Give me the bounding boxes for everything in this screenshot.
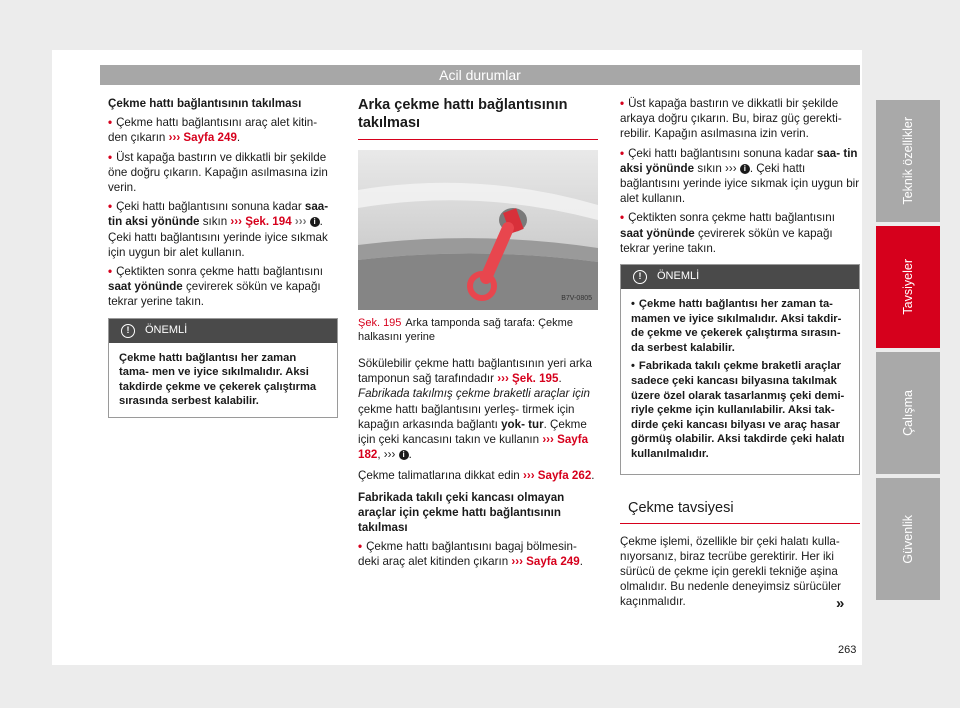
bullet-icon: • [108, 150, 113, 164]
bullet-icon: • [631, 360, 635, 373]
warning-icon: ! [633, 270, 647, 284]
bullet-icon: • [620, 146, 625, 160]
page-header [100, 65, 860, 85]
tab-teknik-ozellikler[interactable]: Teknik özellikler [876, 100, 940, 222]
page-link[interactable]: ››› Sayfa 249 [511, 555, 580, 569]
figure-link[interactable]: ››› Şek. 194 [230, 215, 292, 229]
subsection-heading: Fabrikada takılı çeki kancası olmayan araçlar için çekme hattı bağlantısının takılması [358, 490, 565, 535]
list-item: • Çeki hattı bağlantısını sonuna kadar saa- tin aksi yönünde sıkın ››› i . Çeki hattı bağlantısını yerinde iyice sıkmak için uygun bir alet kullanın. [620, 146, 860, 206]
bullet-icon: • [108, 200, 113, 214]
list-item: • Çeki hattı bağlantısını sonuna kadar saa- tin aksi yönünde sıkın ››› Şek. 194 ››› i . Çeki hattı bağlantısını yerinde iyice sıkmak için uygun bir alet kullanın. [108, 200, 329, 259]
page-link[interactable]: ››› Sayfa 182 [358, 433, 589, 462]
figure-image [358, 150, 598, 310]
warning-header: ! ÖNEMLİ [621, 265, 859, 289]
warning-box [108, 318, 338, 418]
figure-link[interactable]: ››› Şek. 195 [497, 372, 559, 386]
warning-header: ! ÖNEMLİ [109, 319, 337, 343]
list-item: • Üst kapağa bastırın ve dikkatli bir şekilde öne doğru çıkarın. Kapağın asılmasına izin verin. [108, 150, 328, 195]
warning-icon: ! [121, 324, 135, 338]
header-title: Acil durumlar [439, 67, 521, 83]
tab-calisma[interactable]: Çalışma [876, 352, 940, 474]
section-title: Arka çekme hattı bağlantısının takılması [358, 96, 598, 140]
page-number: 263 [838, 644, 857, 656]
tab-guvenlik[interactable]: Güvenlik [876, 478, 940, 600]
bullet-icon: • [358, 540, 363, 554]
figure-code: B7V-0805 [561, 294, 592, 302]
continue-icon: » [836, 595, 845, 612]
list-item: • Çektikten sonra çekme hattı bağlantısını saat yönünde çevirerek sökün ve kapağı tekrar yerine takın. [620, 211, 835, 255]
list-item: • Fabrikada takılı çekme braketli araçlar sadece çeki kancası bilyasına takılmak üzere özel olarak tasarlanmış çeki demi- riyle çekme için kullanılabilir. Aksi tak- dirde çeki kancası bilyası ve araç hasar görmüş olabilir. Aksi takdirde çeki halatı kullanılmalıdır. [631, 360, 845, 460]
bullet-icon: • [620, 211, 625, 225]
section-heading: Çekme hattı bağlantısının takılması [108, 97, 302, 110]
bullet-icon: • [631, 298, 635, 311]
info-icon: i [399, 450, 409, 460]
section-title: Çekme tavsiyesi [620, 491, 860, 524]
paragraph: Çekme talimatlarına dikkat edin ››› Sayfa 262. [358, 469, 595, 483]
column-1 [108, 96, 338, 418]
list-item: • Üst kapağa bastırın ve dikkatli bir şekilde arkaya doğru çıkarın. Bu, biraz güç gerekti- rebilir. Kapağın asılmasına izin verin. [620, 97, 842, 141]
list-item: • Çektikten sonra çekme hattı bağlantısını saat yönünde çevirerek sökün ve kapağı tekrar yerine takın. [108, 265, 323, 309]
list-item: • Çekme hattı bağlantısını bagaj bölmesin- deki araç alet kitinden çıkarın ››› Sayfa 249. [358, 540, 583, 569]
paragraph: Sökülebilir çekme hattı bağlantısının yeri arka tamponun sağ tarafındadır ››› Şek. 195. Fabrikada takılmış çekme braketli araçlar için çekme hattı bağlantısını yerleş- tirmek için kapağın arkasında bağlantı yok- tur. Çekme için çeki kancasını takın ve kullanın ››› Sayfa 182, ››› i . [358, 357, 592, 462]
page-link[interactable]: ››› Sayfa 262 [522, 469, 592, 483]
figure-caption: Şek. 195 Arka tamponda sağ tarafa: Çekme halkasını yerine [358, 317, 573, 343]
bullet-icon: • [108, 265, 113, 279]
page-link[interactable]: ››› Sayfa 249 [168, 131, 237, 145]
info-icon: i [310, 217, 320, 227]
warning-text [621, 289, 859, 474]
bullet-icon: • [108, 116, 113, 130]
list-item: • Çekme hattı bağlantısını araç alet kitin- den çıkarın ››› Sayfa 249. [108, 116, 318, 145]
warning-text: Çekme hattı bağlantısı her zaman tama- men ve iyice sıkılmalıdır. Aksi takdirde çekme ve çekerek çalıştırma sırasında serbest kalabilir. [119, 351, 317, 408]
warning-box [620, 264, 860, 475]
bullet-icon: • [620, 97, 625, 110]
column-3 [620, 96, 860, 616]
info-icon: i [740, 164, 750, 174]
paragraph: Çekme işlemi, özellikle bir çeki halatı kulla- nıyorsanız, biraz tecrübe gerektirir. Her iki sürücü de çekme için gerekli tekniğe aşina olmalıdır. Bu nedenle deneyimsiz sürücüler kaçınmalıdır. [620, 534, 842, 609]
tab-tavsiyeler[interactable]: Tavsiyeler [876, 226, 940, 348]
list-item: • Çekme hattı bağlantısı her zaman ta- mamen ve iyice sıkılmalıdır. Aksi takdir- de çekme ve çekerek çalıştırma sırasın- da serbest kalabilir. [631, 298, 842, 354]
column-2 [358, 96, 598, 574]
tow-hook-illustration [358, 150, 598, 310]
